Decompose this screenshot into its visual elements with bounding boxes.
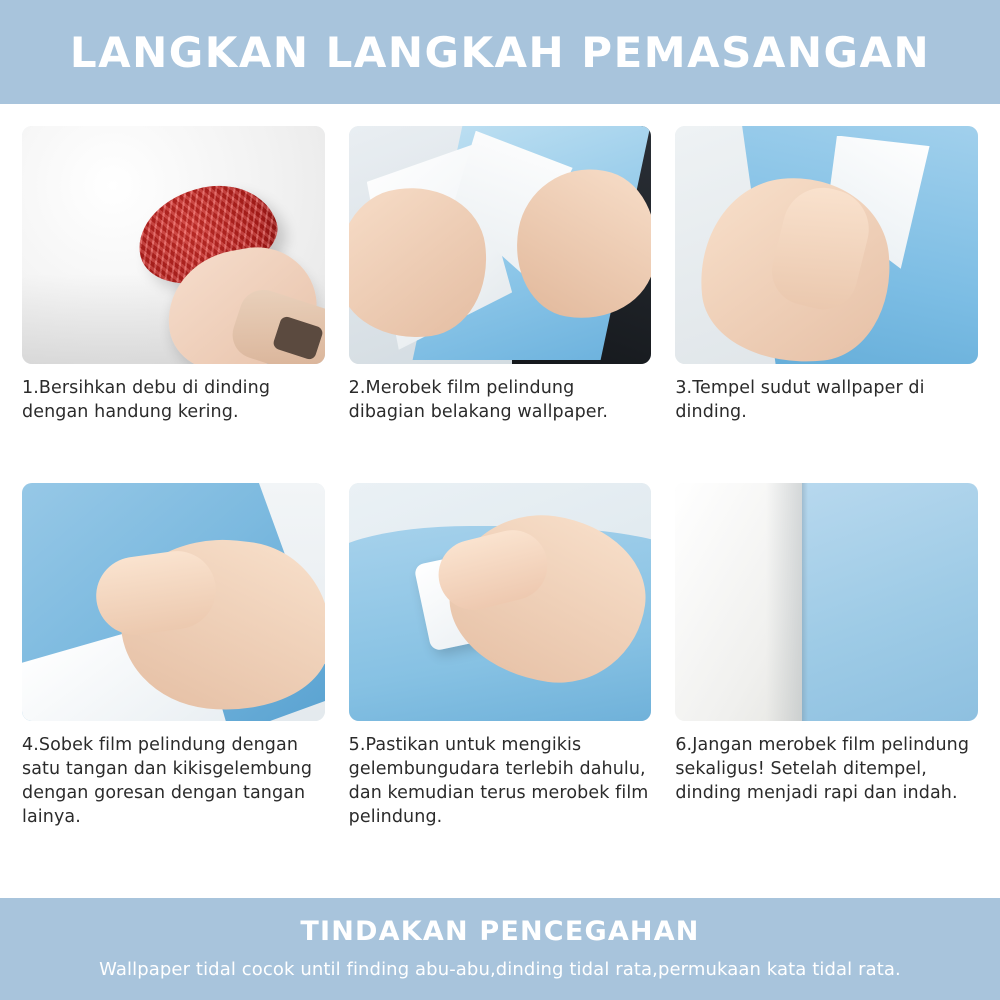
step-card-5 (349, 483, 652, 880)
step-1-caption: 1.Bersihkan debu di dinding dengan handung kering. (22, 378, 271, 423)
step-2-caption: 2.Merobek film pelindung dibagian belakang wallpaper. (348, 378, 609, 423)
step-5-image (349, 483, 652, 721)
header-banner (0, 0, 1000, 104)
step-3-caption: 3.Tempel sudut wallpaper di dinding. (675, 378, 925, 423)
page-title: LANGKAN LANGKAH PEMASANGAN (69, 27, 931, 77)
footer-banner (0, 898, 1000, 1000)
step-card-3 (675, 126, 978, 475)
step-4-image (22, 483, 325, 721)
step-1-image (22, 126, 325, 364)
step-card-2 (349, 126, 652, 475)
step-4-caption: 4.Sobek film pelindung dengan satu tangan dan kikisgelembung dengan goresan dengan tangan lainya. (22, 734, 313, 828)
step-card-6 (675, 483, 978, 880)
step-5-caption: 5.Pastikan untuk mengikis gelembungudara terlebih dahulu, dan kemudian terus merobek film pelindung. (348, 734, 649, 828)
wallpaper-seam (802, 483, 808, 721)
blue-wallpaper-section (802, 483, 978, 721)
step-card-1 (22, 126, 325, 475)
steps-grid (0, 104, 1000, 880)
footer-note: Wallpaper tidal cocok until finding abu-abu,dinding tidal rata,permukaan kata tidal rata. (99, 959, 901, 980)
step-3-image (675, 126, 978, 364)
step-6-image (675, 483, 978, 721)
step-card-4 (22, 483, 325, 880)
step-2-image (349, 126, 652, 364)
step-6-caption: 6.Jangan merobek film pelindung sekaligus! Setelah ditempel, dinding menjadi rapi dan indah. (675, 734, 970, 804)
footer-title: TINDAKAN PENCEGAHAN (300, 916, 700, 947)
footer-spacer (0, 880, 1000, 898)
